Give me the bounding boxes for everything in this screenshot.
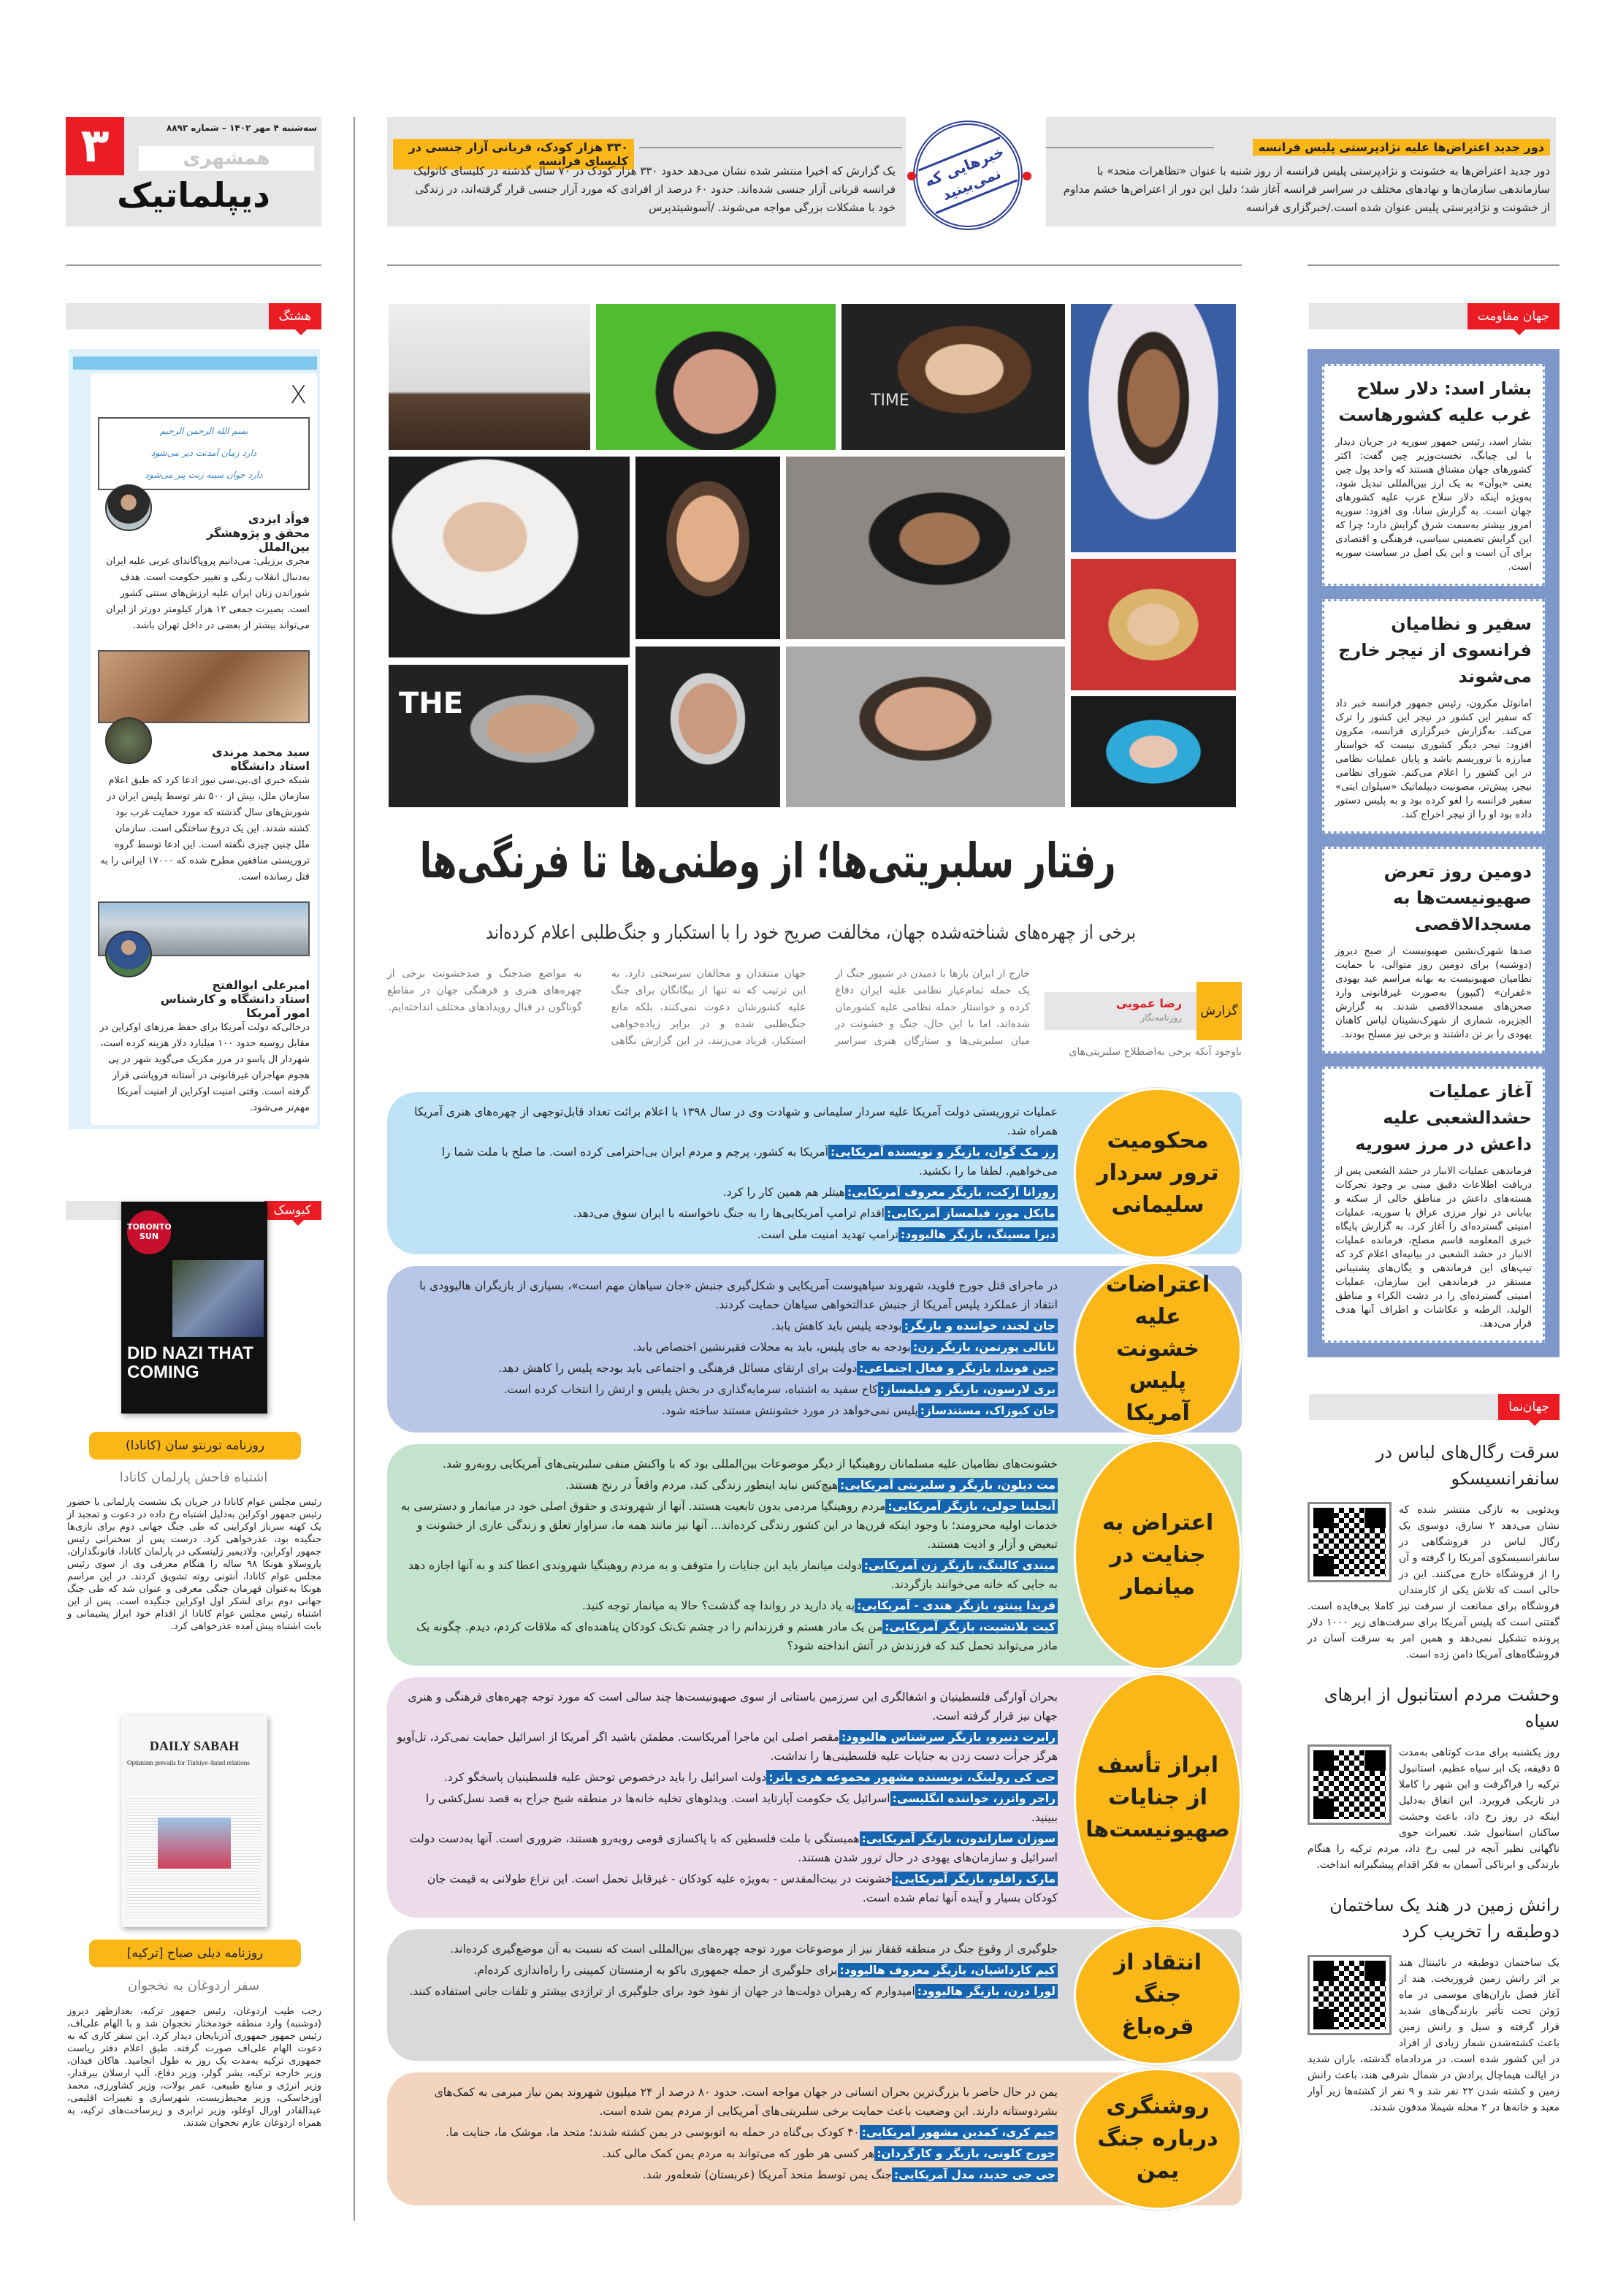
resistance-box [1308,349,1560,1357]
cover-headline: DID NAZI THAT COMING [127,1343,253,1382]
story-title: بشار اسد: دلار سلاح غرب علیه کشورهاست [1338,378,1532,425]
section-title: محکومیت ترور سردار سلیمانی [1074,1088,1242,1259]
quote-speaker: جین فوندا، بازیگر و فعال اجتماعی: [857,1361,1058,1376]
tweet-window [69,349,320,1129]
quote-speaker: جورج کلونی، بازیگر و کارگردان: [874,2146,1058,2161]
kiosk-paper-name: روزنامه دیلی صباح [ترکیه] [89,1940,301,1967]
quote-speaker: راجر واترز، خواننده انگلیسی: [890,1791,1058,1806]
qr-code-icon[interactable] [1308,1744,1392,1825]
news-brief-text: دور جدید اعتراض‌ها به خشونت و نژادپرستی پلیس فرانسه از روز شنبه با عنوان «تظاهرات متحد» با سازماندهی سازمان‌ها و نهادهای مختلف در سراسر فرانسه آغاز شد؛ دلیل این دور از اعتراض‌ها خشم مداوم از خشونت و نژادپرستی پلیس عنوان شده است./خبرگزاری فرانسه [1063,164,1550,214]
celebrity-photo [635,457,780,639]
quote [396,2165,1058,2184]
quote-speaker: ناتالی پورتمن، بازیگر زن: [911,1340,1058,1354]
story-text: صدها شهرک‌نشین صهیونیست از صبح دیروز (دوشنبه) برای دومین روز متوالی، با حمایت نظامیان صهیونیست به بهانه مراسم عید یهودی «غفران» (کیپور) به‌صورت غیرقانونی وارد صحن‌های مسجدالاقصی شدند. به گزارش الجزیره، شماری از شهرک‌نشینان لباس کاهنان یهودی را بر تن داشتند و برخی نیز مسلح بودند. [1335,945,1532,1040]
section-tab-resistance: جهان مقاومت [1309,303,1560,329]
kiosk-title: اشتباه فاحش پارلمان کانادا [119,1470,268,1485]
quote [396,1183,1058,1202]
quote [396,1316,1058,1335]
story-text: ویدئویی به تازگی منتشر شده که نشان می‌دهد ۲ سارق، دوسوی یک رگال لباس در فروشگاهی در سانفرانسیسکوی آمریکا را گرفته و آن را از فروشگاه خارج می‌کنند. این در حالی است که تلاش یکی از کارمندان فروشگاه برای ممانعت از سرقت نیز کاملا بی‌فایده است. گفتنی است که پلیس آمریکا برای سرقت‌های زیر ۱۰۰۰ دلار پرونده تشکیل نمی‌دهد و همین امر به سرقت آسان در فروشگاه‌های آمریکا دامن زده است. [1308,1504,1560,1660]
quote [396,2123,1058,2142]
celebrity-photo [1071,559,1236,690]
quote [396,2144,1058,2163]
connector-dot [907,172,916,180]
author-role: استاد دانشگاه و کارشناس امور آمریکا [160,992,310,1020]
quote [396,1617,1058,1655]
quote [396,1768,1058,1787]
story-title: وحشت مردم استانبول از ابرهای سیاه [1324,1685,1560,1731]
resistance-story [1322,599,1545,834]
quote-text: بودجه پلیس باید کاهش یابد. [771,1319,902,1332]
quote [396,1225,1058,1244]
section-intro: خشونت‌های نظامیان علیه مسلمانان روهینگیا از دیگر موضوعات بین‌المللی بود که با واکنش منفی سلبریتی‌های آمریکایی روبه‌رو شد. [442,1457,1058,1471]
quote-speaker: لورا درن، بازیگر هالیوود: [915,1984,1058,1999]
quote [396,1359,1058,1378]
kiosk-title: سفر اردوغان به نخجوان [127,1978,260,1994]
story-title: آغاز عملیات حشدالشعبی علیه داعش در مرز سوریه [1355,1081,1532,1154]
cover-masthead: DAILY SABAH [149,1739,240,1753]
divider [1308,264,1560,266]
masthead [66,117,321,226]
quote-text: جنگ یمن توسط متحد آمریکا (عربستان) شعله‌ور شد. [642,2168,893,2181]
author-name: سید محمد مرندی [212,745,310,759]
right-column [1308,303,1560,2116]
quote-text: هیچ‌کس نباید اینطور زندگی کند، مردم واقعاً در رنج هستند. [565,1479,839,1492]
stamp-logo [913,121,1023,230]
quote-text: دولت اسرائیل را باید درخصوص توحش علیه فلسطینیان پاسخگو کرد. [443,1771,767,1784]
lead-text: باوجود آنکه برخی به‌اصطلاح سلبریتی‌های [1069,1046,1242,1058]
tweet-text: شبکه خبری ای.بی.سی نیوز ادعا کرد که طبق اعلام سازمان ملل، بیش از ۵۰۰ نفر توسط پلیس ایران در شورش‌های سال گذشته که مورد حمایت غرب بود کشته شدند. این یک دروغ ساختگی است. سازمان ملل چنین چیزی نگفته است. این ادعا توسط گروه تروریستی منافقین مطرح شده که ۱۷۰۰۰ ایرانی را به قتل رسانده است. [100,775,310,882]
quote [396,1829,1058,1867]
jahan-container [1308,1439,1560,2116]
x-logo-icon: X [289,381,307,410]
celebrity-photo [841,304,1065,450]
tweet-post [98,650,310,885]
quote [396,1982,1058,2001]
tweet-post [98,417,310,634]
author-name: فوأد ایزدی [248,512,310,526]
quote [396,1869,1058,1907]
calligraphy-line: دارد زمان آمدنت دیر می‌شود [150,448,257,458]
story-text: فرماندهی عملیات الانبار در حشد الشعبی پس از دریافت اطلاعات دقیق مبنی بر وجود تحرکات هسته‌های داعش در مناطق خالی از سکنه و بیابانی در نوار مرزی عراق با سوریه، عملیات امنیتی گسترده‌ای را آغاز کرد. به گزارش پایگاه خبری المعلومه قاسم مصلح، فرمانده عملیات الانبار در حشد الشعبی در بیانیه‌ای اعلام کرد که تیپ‌های این فرماندهی و یگان‌های پشتیبانی مستقر در فرماندهی این سازمان، عملیات امنیتی گسترده‌ای را در دشت الکراء و مناطق الولید، الرطبه و عکاشات و اطراف آنها هدف قرار می‌دهد. [1335,1165,1532,1330]
quote-speaker: فریدا پینتو، بازیگر هندی - آمریکایی: [855,1598,1058,1613]
quote [396,1556,1058,1594]
section-tab-hashtag: هشتگ [66,303,321,329]
qr-code-icon[interactable] [1308,1502,1392,1582]
quote-speaker: آنجلینا جولی، بازیگر آمریکایی: [885,1499,1058,1514]
quote-text: مقصر اصلی این ماجرا آمریکاست. مطمئن باشید اگر آمریکا از اسرائیل حمایت نمی‌کرد، تل‌آویو هرگز جرأت دست زدن به جنایات علیه فلسطینی‌ها را نداشت. [397,1731,1058,1763]
main-headline: رفتار سلبریتی‌ها؛ از وطنی‌ها تا فرنگی‌ها [419,833,1116,889]
celebrity-photo [635,647,780,807]
story-title: سفیر و نظامیان فرانسوی از نیجر خارج می‌شوند [1338,614,1532,687]
quote-text: برای جلوگیری از حمله جمهوری باکو به ارمنستان کمپینی را راه‌اندازی کرده‌ام. [473,1964,838,1977]
quote-speaker: سوزان ساراندون، بازیگر آمریکایی: [860,1831,1058,1846]
resistance-story [1322,364,1545,586]
quote-text: اقدام ترامپ آمریکایی‌ها را به جنگ ناخواسته با ایران سوق می‌دهد. [573,1207,885,1220]
section-content [396,1276,1058,1420]
tweet-text: مجری برزیلی: می‌دانیم پروپاگاندای غربی علیه ایران به‌دنبال انقلاب رنگی و تغییر حکومت است. هدف شوراندن زنان ایران علیه ارزش‌های سنتی کشور است. بصیرت جمعی ۱۲ هزار کیلومتر دورتر از ایران می‌تواند بیشتر از بعضی در داخل تهران باشد. [105,556,310,631]
quote-text: من یک مادر هستم و فرزندانم را در چشم تک‌تک کودکان پناهنده‌ای که ملاقات کردم، دیدم. چگونه یک مادر می‌تواند تحمل کند که فرزندش در آتش انداخته شود؟ [416,1620,1058,1652]
quote-speaker: جیم کری، کمدین مشهور آمریکایی: [860,2125,1058,2140]
quote [396,1401,1058,1420]
section-title: انتقاد از جنگ قره‌باغ [1074,1925,1242,2065]
section-tab-jahan-nama: جهان‌نما [1309,1394,1560,1420]
avatar [105,931,152,977]
resistance-story [1322,1067,1545,1343]
connector-dot [1023,172,1031,180]
quote-text: مردم روهینگیا مردمی بدون تابعیت هستند. آنها از شهروندی و حقوق اصلی خود در میانمار و دسترسی به خدمات اولیه محرومند؛ با وجود اینکه قرن‌ها در این کشور زندگی کرده‌اند... آنها نیز مانند همه ما، سزاوار تعلق و زندگی عاری از خشونت و تبعیض و آزار و اذیت هستند. [400,1500,1058,1551]
quote-speaker: رز مک گوان، بازیگر و نویسنده آمریکایی: [828,1145,1058,1159]
news-brief-title: ۳۳۰ هزار کودک، قربانی آزار جنسی در کلیسای فرانسه [393,139,634,169]
celebrity-photo [1071,304,1236,552]
quote-speaker: جی کی رولینگ، نویسنده مشهور مجموعه هری پاتر: [766,1770,1058,1785]
author-name: رضا عمویی [1115,996,1182,1010]
photo-banner [98,650,310,723]
story-text: امانوئل مکرون، رئیس جمهور فرانسه خبر داد که سفیر این کشور در نیجر این کشور را ترک می‌کند. به‌گزارش خبرگزاری فرانسه، مکرون افزود: نیجر دیگر کشوری نیست که خواستار مبارزه با تروریسم باشد و پایان عملیات نظامی در این کشور را اعلام می‌کنم. شورای نظامی نیجر، پیش‌تر، مصونیت دیپلماتیک «سیلوان ایتی» سفیر فرانسه را لغو کرده بود و به پلیس دستور داده بود او را از نیجر اخراج کند. [1335,698,1532,820]
qr-code-icon[interactable] [1308,1955,1392,2035]
section-title: ابراز تأسف از جنایات صهیونیست‌ها [1074,1673,1242,1922]
kiosk-text: رئیس مجلس عوام کانادا در جریان یک نشست پارلمانی با حضور رئیس جمهور اوکراین به‌دلیل اشتباه رخ داده در دعوت و تمجید از یک کهنه سرباز اوکراینی که طی جنگ جهانی دوم برای نازی‌ها جنگیده بود، عذرخواهی کرد. درست پس از سخنرانی رئیس جمهور اوکراین، ولادیمیر زلینسکی در پارلمان کانادا، قانونگذاران، یاروسلاو هونکا ۹۸ ساله را هنگام معرفی وی از سوی رئیس مجلس عوام کانادا، آنتونی روته تشویق کردند. در این مراسم هونکا به‌عنوان قهرمان جنگی معرفی و عنوان شد که طی جنگ جهانی دوم برای لشکر اول اوکراین جنگیده است. پس از این اشتباه رئیس مجلس عوام کانادا از اقدام خود ابراز پشیمانی و بابت اشتباه پیش آمده عذرخواهی کرد. [67,1497,321,1632]
story-text: بشار اسد، رئیس جمهور سوریه در جریان دیدار با لی چیانگ، نخست‌وزیر چین گفت: اکثر کشورهای جهان مشتاق هستند که واحد پول چین یعنی «یوآن» به یک ارز بین‌المللی تبدیل شود، به‌ویژه اینکه دلار سلاح غرب علیه کشورهای جهان است. به گزارش سانا، وی افزود: سوریه امروز بیشتر به‌سمت شرق گرایش دارد؛ چرا که این گرایش تضمینی سیاسی، فرهنگی و اقتصادی برای آن است و این یک اصل در سیاست سوریه است. [1335,436,1532,573]
tweet-card [91,373,317,1125]
cover-headline: Optimism prevails for Türkiye–Israel relations [127,1759,250,1766]
quote-text: همبستگی با ملت فلسطین که با پاکسازی قومی روبه‌رو هستند، ضروری است. آنها به‌دست دولت اسرائیل و سازمان‌های یهودی در حال ترور شدن هستند. [409,1832,1058,1864]
quote [396,1961,1058,1980]
newspaper-cover-toronto-sun [121,1202,267,1414]
quote-text: ترامپ تهدید امنیت ملی است. [757,1228,899,1241]
kiosk-text: رجب طیب اردوغان، رئیس جمهور ترکیه، بعدازظهر دیروز (دوشنبه) وارد منطقه خودمختار نخجوان شد و با الهام علی‌اف، رئیس جمهور جمهوری آذربایجان دیدار کرد. این سفر کاری که به دعوت الهام علی‌اف صورت گرفته. طبق اعلام دفتر ریاست جمهوری ترکیه به‌مدت یک روز به طول انجامید. هاکان فیدان، وزیر خارجه ترکیه، یشر گولر، وزیر دفاع، آلپ ارسلان بیرقدار، وزیر انرژی و منابع طبیعی، عمر بولات، وزیر کشاورزی، محمد اوزخاسکی، وزیر محیط‌زیست، شهرسازی و تغییرات اقلیمی، عبدالقادر اورال اوغلو، وزیر ترابری و زیرساخت‌های ترکیه، به همراه اردوغان عازم نخجوان شدند. [67,2006,321,2129]
quote-speaker: دبرا مسینگ، بازیگر هالیوود: [898,1227,1058,1242]
author-role: استاد دانشگاه [230,759,310,773]
quote-text: آمریکا به کشور، پرچم و مردم ایران بی‌احترامی کرده است. ما صلح با ملت شما را می‌خواهیم. لطفا ما را نکشید. [441,1145,1058,1178]
news-brief-right [1046,117,1556,226]
quote-text: بودجه به جای پلیس، باید به محلات فقیرنشین اختصاص یابد. [633,1340,912,1354]
quote [396,1596,1058,1615]
connector-line [639,147,902,148]
celebrity-photo [1071,696,1236,807]
quote-speaker: مارک رافلو، بازیگر آمریکایی: [892,1872,1058,1886]
quote [396,1476,1058,1495]
divider [66,264,321,266]
quote-text: اسرائیل یک حکومت آپارتاید است. ویدئوهای تخلیه خانه‌ها در منطقه شیخ جراح به قصد نسل‌کشی را ببینید. [425,1792,1058,1824]
quote-speaker: میندی کالینگ، بازیگر زن آمریکایی: [862,1558,1058,1573]
kiosk-paper-name: روزنامه تورنتو سان (کانادا) [89,1432,301,1460]
quote-text: دولت برای ارتقای مسائل فرهنگی و اجتماعی باید بودجه پلیس را کاهش دهد. [498,1362,858,1375]
quote-text: به یاد دارید در رواندا چه گذشت؟ حالا به میانمار توجه کنید. [581,1599,855,1612]
section-box [387,1444,1242,1666]
quote-speaker: روزانا آرکت، بازیگر معروف آمریکایی: [845,1185,1058,1200]
stamp-text: خبرهایی که نمی‌بینید [918,137,1018,214]
cover-photo [172,1260,264,1337]
news-brief-left [387,117,906,226]
section-content [396,1454,1058,1655]
lead-text-columns: خارج از ایران بارها با دمیدن در شیپور جنگ از یک حمله تمام‌عیار نظامی علیه ایران دفاع کرده و خواستار حمله نظامی علیه کشورمان شده‌اند، اما با این حال، جنگ و خشونت در میان سلبریتی‌ها و ستارگان هنری سراسر جهان منتقدان و مخالفان سرسختی دارد. به این ترتیب که نه تنها از بیگانگان برای جنگ علیه کشورشان دعوت نمی‌کنند، بلکه مانع جنگ‌طلبی شده و در برابر زیاده‌خواهی استکبار، فریاد می‌زنند. در این گزارش نگاهی به مواضع ضدجنگ و ضدخشونت برخی از چهره‌های هنری و فرهنگی جهان در مقاطع گوناگون در قبال رویدادهای مختلف انداخته‌ایم. [387,968,1030,1047]
sections-container [387,1092,1242,2205]
quote [396,1497,1058,1554]
divider [387,264,1242,266]
section-intro: جلوگیری از وقوع جنگ در منطقه قفقاز نیز از موضوعات مورد توجه چهره‌های بین‌المللی است که نسبت به آن موضع‌گیری کرده‌اند. [450,1942,1058,1956]
quote [396,1143,1058,1181]
celebrity-photo [389,457,630,657]
page-number: ۳ [66,117,124,175]
author-name: امیرعلی ابوالفتح [212,978,310,992]
quote [396,1380,1058,1399]
browser-bar [73,356,317,370]
story-text: یک ساختمان دوطبقه در نائینتال هند بر اثر رانش زمین فروریخت. هند از آغاز فصل باران‌های موسمی در ماه ژوئن تحت تأثیر بارندگی‌های شدید قرار گرفته و سیل و رانش زمین باعث کشته‌شدن شمار زیادی از افراد در این کشور شده است. در مردادماه گذشته، باران شدید در ایالت هیماچال پرادش در شمال شرقی هند، باعث رانش زمین و کشته شدن ۲۲ نفر شد و ۹ نفر از کشته‌ها زیر آوار معبد و خانه‌ها در ۲ محله شیملا مدفون شدند. [1308,1957,1560,2113]
byline [1045,992,1242,1030]
section-title: اعتراضات علیه خشونت پلیس آمریکا [1074,1262,1242,1437]
quote-speaker: مایکل مور، فیلمساز آمریکایی: [885,1206,1058,1221]
section-box [387,1092,1242,1254]
news-brief-text: یک گزارش که اخیرا منتشر شده نشان می‌دهد حدود ۳۳۰ هزار کودک در ۷۰ سال گذشته در کلیسای کاتولیک فرانسه قربانی آزار جنسی شده‌اند. حدود ۶۰ درصد از افرادی که مورد آزار جنسی قرار گرفته‌اند، در زندگی خود با مشکلات بزرگی مواجه می‌شوند. /آسوشیتدپرس [413,164,896,214]
dateline: سه‌شنبه ۴ مهر ۱۴۰۲ – شماره ۸۸۹۳ [166,123,317,133]
quote-speaker: کیت بلانشیت، بازیگر آمریکایی: [882,1620,1058,1634]
section-content [396,2083,1058,2184]
section-intro: یمن در حال حاضر با بزرگ‌ترین بحران انسانی در جهان مواجه است. حدود ۸۰ درصد از ۲۴ میلیون شهروند یمن نیاز مبرمی به کمک‌های بشردوستانه دارند. این وضعیت باعث حمایت برخی سلبریتی‌های آمریکایی از مردم یمن شده است. [434,2086,1058,2118]
jahan-story [1308,1682,1560,1873]
avatar [105,484,152,531]
news-brief-title: دور جدید اعتراض‌ها علیه نژادپرستی پلیس فرانسه [1253,139,1550,156]
quote-speaker: کیم کارداشیان، بازیگر معروف هالیوود: [838,1963,1058,1977]
story-title: دومین روز تعرض صهیونیست‌ها به مسجدالاقصی [1383,861,1532,934]
story-text: روز یکشنبه برای مدت کوتاهی به‌مدت ۵ دقیقه، یک ابر سیاه عظیم، استانبول ترکیه را فراگرفت و این شهر را کاملا در تاریکی فروبرد. این اتفاق به‌دلیل اینکه در روز رخ داد، باعث وحشت ساکنان استانبول شد. تغییرات جوی ناگهانی نظیر آنچه در لیبی رخ داد، مردم ترکیه را هنگام بارندگی و ابرناکی آسمان به فکر اقدام پیشگیرانه انداخت. [1308,1747,1560,1871]
celebrity-photo [389,304,590,450]
jahan-story [1308,1892,1560,2116]
quote-speaker: رابرت دنیرو، بازیگر سرشناس هالیوود: [839,1730,1058,1744]
quote-text: هیتلر هم همین کار را کرد. [722,1186,845,1199]
cover-masthead: TORONTO SUN [127,1210,171,1254]
section-intro: در ماجرای قتل جورج فلوید، شهروند سیاهپوست آمریکایی و شکل‌گیری جنبش «جان سیاهان مهم است»، بسیاری از بازیگران هالیوودی با انتقاد از عملکرد پلیس آمریکا از جنبش عدالتخواهی سیاهان حمایت کردند. [419,1279,1058,1311]
quote-speaker: جان کیوزاک، مستندساز: [918,1403,1058,1418]
tweet-post [98,901,310,1116]
section-content [396,1102,1058,1244]
section-content [396,1687,1058,1907]
quote [396,1728,1058,1766]
celebrity-photo [786,457,1065,639]
cover-photo [158,1818,231,1869]
quote-text: هر کسی هر طور که می‌تواند به مردم یمن کمک مالی کند. [602,2147,875,2160]
sub-logo: همشهری [139,146,314,171]
quote-text: دولت میانمار باید این جنایات را متوقف و به مردم روهینگیا شهروندی اعطا کند و به آنها اجازه دهد به جایی که خانه می‌خوانند بازگردند. [408,1559,1058,1591]
quote [396,1789,1058,1827]
avatar [105,717,152,764]
tweet-text: درحالی‌که دولت آمریکا برای حفظ مرزهای اوکراین در مقابل روسیه حدود ۱۰۰ میلیارد دلار هزینه کرده است، شهردار ال پاسو در مرز مکزیک می‌گوید شهر در پی هجوم مهاجران غیرقانونی در آستانه فروپاشی قرار گرفته است. وقتی امنیت اوکراین از امنیت آمریکا مهم‌تر می‌شود. [99,1022,310,1113]
section-box [387,2072,1242,2205]
story-title: رانش زمین در هند یک ساختمان دوطبقه را تخریب کرد [1329,1895,1560,1942]
quote [396,1204,1058,1223]
quote-text: ۴۰ کودک بی‌گناه در حمله به اتوبوسی در یمن کشته شدند؛ متحد ما، موشک ما، جنایت ما. [446,2126,860,2139]
section-tab-kiosk: کیوسک [66,1201,321,1220]
quote [396,1338,1058,1357]
quote-text: کاخ سفید به اشتباه، سرمایه‌گذاری در بخش پلیس و ارتش را انتخاب کرده است. [503,1383,878,1396]
jahan-story [1308,1439,1560,1663]
quote-text: پلیس نمی‌خواهد در مورد خشونتش مستند ساخته شود. [662,1404,918,1417]
celebrity-photo [389,665,628,807]
author-role: روزنامه‌نگار [1140,1012,1182,1023]
photo-caption-text: THE [399,687,464,720]
quote-text: امیدوارم که رهبران دولت‌ها در جهان از نفوذ خود برای جلوگیری از تراژدی بیشتر و تلفات جانی استفاده کنند. [409,1985,915,1998]
author-role: محقق و پژوهشگر بین‌الملل [207,526,310,554]
calligraphy-banner [98,417,310,490]
calligraphy-line: دارد جوان سینه زنت پیر می‌شود [145,470,263,480]
connector-line [1046,147,1214,148]
newspaper-logo: دیپلماتیک [117,175,270,215]
quote-speaker: مت دیلون، بازیگر و سلبریتی آمریکایی: [838,1478,1058,1492]
quote-speaker: بری لارسون، بازیگر و فیلمساز: [878,1382,1058,1397]
article-type: گزارش [1196,982,1242,1040]
main-subtitle: برخی از چهره‌های شناخته‌شده جهان، مخالفت صریح خود را با استکبار و جنگ‌طلبی اعلام کرده‌اند [485,922,1137,944]
section-title: اعتراض به جنایت در میانمار [1074,1440,1242,1670]
resistance-story [1322,847,1545,1053]
celebrity-photo [786,647,1065,807]
quote-speaker: جان لجند، خواننده و بازیگر: [902,1319,1058,1333]
quote-text: خشونت در بیت‌المقدس - به‌ویژه علیه کودکان - غیرقابل تحمل است. این نزاع طولانی به قیمت جان کودکان بسیار و آینده آنها تمام شده است. [427,1872,1058,1904]
celebrity-photo [596,304,836,450]
section-intro: بحران آوارگی فلسطینیان و اشغالگری این سرزمین باستانی از سوی صهیونیست‌ها چند سالی است که مورد توجه چهره‌های فرهنگی و هنری جهان نیز قرار گرفته است. [408,1690,1058,1723]
section-box [387,1266,1242,1433]
story-title: سرقت رگال‌های لباس در سانفرانسیسکو [1375,1442,1560,1489]
photo-caption-text: TIME [871,392,909,410]
section-title: روشنگری درباره جنگ یمن [1074,2068,1242,2210]
quote-speaker: جی جی حدید، مدل آمریکایی: [892,2167,1058,2182]
section-intro: عملیات تروریستی دولت آمریکا علیه سردار سلیمانی و شهادت وی در سال ۱۳۹۸ با اعلام برائت تعداد قابل‌توجهی از چهره‌های هنری آمریکا همراه شد. [414,1105,1058,1137]
section-box [387,1929,1242,2061]
section-box [387,1677,1242,1918]
column-rule [354,117,355,2221]
calligraphy-line: بسم الله الرحمن الرحیم [159,426,248,436]
newspaper-cover-daily-sabah [121,1715,267,1927]
section-content [396,1940,1058,2001]
